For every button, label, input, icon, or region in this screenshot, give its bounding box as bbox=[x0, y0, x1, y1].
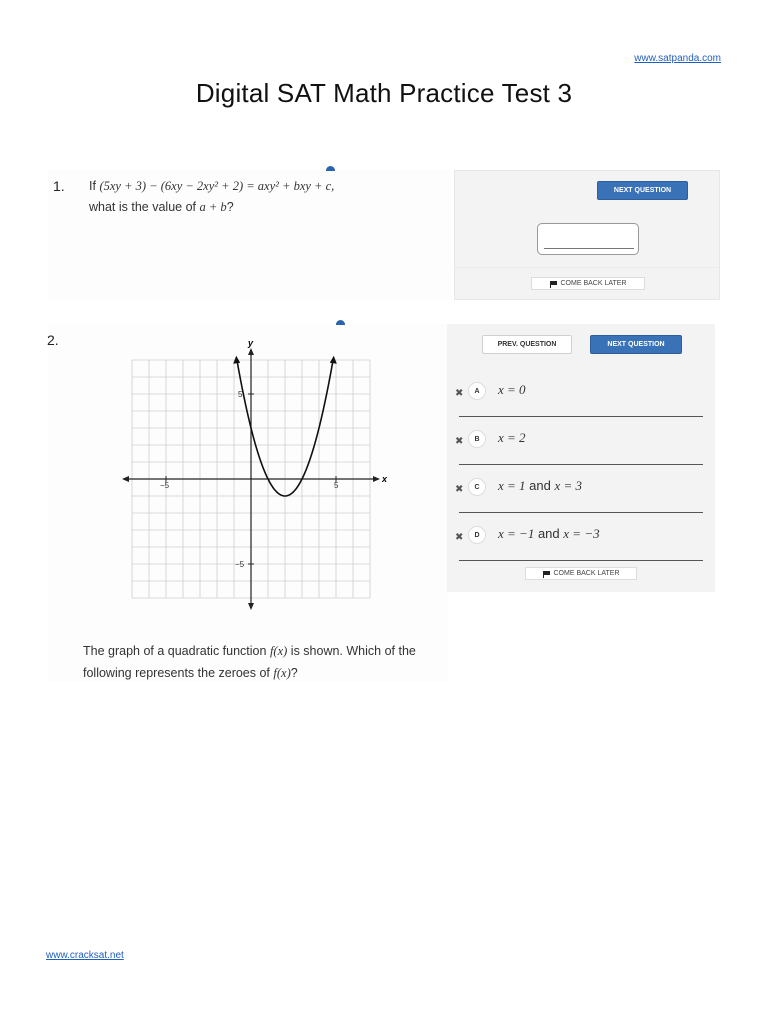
flag-icon bbox=[543, 571, 550, 577]
tab-marker-dot bbox=[326, 166, 335, 171]
question-1-text bbox=[89, 176, 334, 218]
tick-label-pos-y: 5 bbox=[238, 390, 243, 399]
question-2-function-2: f(x) bbox=[273, 666, 291, 680]
y-axis-label: y bbox=[248, 338, 254, 348]
come-back-later-label: COME BACK LATER bbox=[560, 280, 627, 287]
remove-choice-icon[interactable]: ✖ bbox=[455, 388, 464, 399]
choice-right-expression: x = −3 bbox=[563, 526, 600, 541]
question-2-text-mid: is shown. Which of the following represents the zeroes of bbox=[83, 644, 416, 680]
question-1-answer-panel bbox=[454, 170, 720, 300]
header-site-link[interactable]: www.satpanda.com bbox=[634, 53, 721, 64]
come-back-later-button[interactable] bbox=[531, 277, 645, 290]
come-back-later-label: COME BACK LATER bbox=[553, 570, 620, 577]
question-1-prompt-end: ? bbox=[226, 200, 234, 214]
divider bbox=[455, 267, 719, 268]
question-2-function: f(x) bbox=[269, 644, 288, 658]
question-2-text bbox=[83, 640, 443, 684]
remove-choice-icon[interactable]: ✖ bbox=[455, 436, 464, 447]
question-2-text-start: The graph of a quadratic function bbox=[83, 644, 267, 658]
page-title: Digital SAT Math Practice Test 3 bbox=[195, 78, 573, 108]
choice-joiner: and bbox=[529, 478, 551, 493]
answer-choice-c[interactable] bbox=[447, 472, 715, 508]
question-2-text-end: ? bbox=[290, 666, 298, 680]
tick-label-neg-x: −5 bbox=[160, 481, 170, 490]
flag-icon bbox=[550, 281, 557, 287]
question-1-number: 1. bbox=[53, 178, 65, 194]
answer-input[interactable] bbox=[544, 228, 634, 249]
answer-choice-b[interactable] bbox=[447, 424, 715, 460]
choice-letter-bubble[interactable]: D bbox=[468, 526, 486, 544]
question-2-number: 2. bbox=[47, 332, 59, 348]
choice-left-expression: x = −1 bbox=[498, 526, 535, 541]
choice-label bbox=[498, 526, 600, 542]
x-axis-arrow-right bbox=[373, 476, 380, 482]
answer-box bbox=[537, 223, 639, 255]
choice-divider bbox=[459, 512, 703, 513]
next-question-button[interactable]: NEXT QUESTION bbox=[590, 335, 682, 354]
come-back-later-button[interactable] bbox=[525, 567, 637, 580]
answer-choice-d[interactable] bbox=[447, 520, 715, 556]
choice-letter-bubble[interactable]: A bbox=[468, 382, 486, 400]
footer-site-link[interactable]: www.cracksat.net bbox=[46, 950, 124, 961]
x-axis-arrow-left bbox=[122, 476, 129, 482]
prev-question-button[interactable]: PREV. QUESTION bbox=[482, 335, 572, 354]
question-1-prompt: what is the value of bbox=[89, 200, 197, 214]
y-axis-arrow-bottom bbox=[248, 603, 254, 610]
question-1-prefix: If bbox=[89, 179, 96, 193]
choice-joiner: and bbox=[537, 526, 560, 541]
choice-left-expression: x = 1 bbox=[498, 478, 526, 493]
choice-letter-bubble[interactable]: C bbox=[468, 478, 486, 496]
choice-divider bbox=[459, 416, 703, 417]
question-1-target: a + b bbox=[199, 200, 227, 214]
tick-label-neg-y: −5 bbox=[235, 560, 245, 569]
question-2-answer-panel bbox=[447, 324, 715, 592]
choice-label: x = 2 bbox=[498, 430, 526, 445]
choice-right-expression: x = 3 bbox=[554, 478, 583, 493]
choice-label: x = 0 bbox=[498, 382, 526, 397]
remove-choice-icon[interactable]: ✖ bbox=[455, 484, 464, 495]
choice-divider bbox=[459, 560, 703, 561]
remove-choice-icon[interactable]: ✖ bbox=[455, 532, 464, 543]
quadratic-graph bbox=[112, 336, 402, 612]
next-question-button[interactable]: NEXT QUESTION bbox=[597, 181, 688, 200]
tab-marker-dot bbox=[336, 320, 345, 325]
tick-label-pos-x: 5 bbox=[334, 481, 339, 490]
choice-divider bbox=[459, 464, 703, 465]
answer-choice-a[interactable] bbox=[447, 376, 715, 412]
x-axis-label: x bbox=[382, 474, 388, 484]
choice-letter-bubble[interactable]: B bbox=[468, 430, 486, 448]
choice-label bbox=[498, 478, 582, 494]
question-1-equation: (5xy + 3) − (6xy − 2xy² + 2) = axy² + bxy + c, bbox=[99, 179, 335, 193]
y-axis-arrow-top bbox=[248, 348, 254, 355]
